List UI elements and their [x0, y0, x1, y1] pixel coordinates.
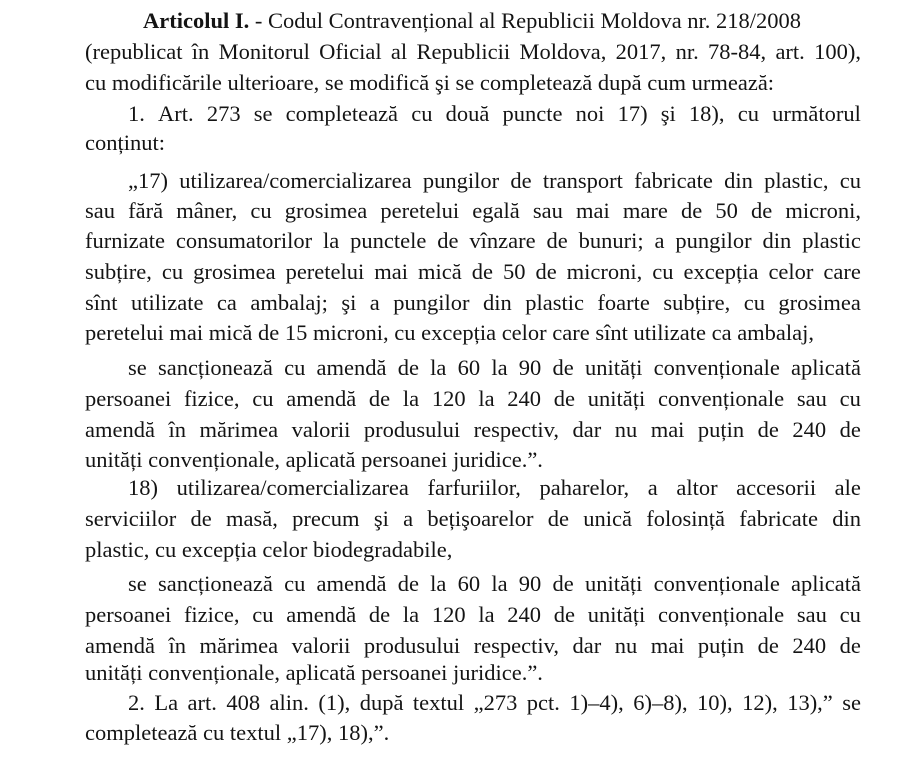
word: 50 — [715, 198, 738, 223]
word: sau — [796, 602, 827, 627]
word: 408 — [226, 690, 261, 715]
word: din — [832, 506, 861, 531]
word: nu — [614, 633, 638, 658]
word: de — [510, 168, 532, 193]
word: transport — [542, 168, 623, 193]
word: grosimea — [778, 290, 861, 315]
word: persoanei — [85, 602, 172, 627]
word: peretelui — [285, 259, 365, 284]
item-17-line-5 — [85, 288, 861, 318]
word: cu — [252, 602, 274, 627]
point-1-line-1 — [128, 99, 861, 129]
word: puțin — [697, 633, 745, 658]
word: serviciilor — [85, 506, 177, 531]
point-2-line-2: completează cu textul „17), 18),”. — [85, 720, 390, 745]
word: plastic — [802, 228, 861, 253]
word: a — [654, 228, 665, 253]
word: mare — [622, 198, 668, 223]
word: la — [322, 228, 340, 253]
word: de — [757, 417, 779, 442]
word: mică — [418, 259, 462, 284]
word: şi — [373, 506, 389, 531]
word: excepția — [683, 259, 759, 284]
word: de — [190, 506, 212, 531]
article-intro-line-1 — [143, 6, 861, 36]
word: valorii — [291, 633, 351, 658]
word: mai — [650, 417, 685, 442]
word: la — [402, 386, 420, 411]
word: din — [724, 168, 753, 193]
word: şi — [660, 101, 676, 126]
word: de — [546, 228, 568, 253]
word: produsului — [363, 417, 461, 442]
word: la — [478, 602, 495, 627]
word: sau — [532, 198, 563, 223]
word: dar — [572, 417, 602, 442]
word: utilizarea/comercializarea — [176, 475, 409, 500]
word: cu — [284, 571, 306, 596]
word: aplicată — [791, 355, 861, 380]
word: amendă — [286, 386, 357, 411]
word: în — [191, 39, 210, 64]
word: 240 — [792, 417, 827, 442]
word: utilizate — [130, 290, 204, 315]
point-1-line-2: conținut: — [85, 130, 165, 155]
word: fără — [128, 198, 164, 223]
word: amendă — [286, 602, 357, 627]
word: folosință — [646, 506, 726, 531]
word: din — [762, 228, 792, 253]
article-intro-text: - Codul Contravențional al Republicii Moldova nr. 218/2008 — [249, 8, 802, 33]
word: la — [430, 571, 447, 596]
word: microni, — [566, 259, 643, 284]
word: persoanei — [85, 386, 172, 411]
word: 273 — [206, 101, 241, 126]
word: noi — [575, 101, 605, 126]
sanction-18-line-4: unități convenționale, aplicată persoanei juridice.”. — [85, 660, 543, 685]
word: în — [168, 417, 186, 442]
word: subțire, — [85, 259, 152, 284]
word: utilizarea/comercializarea — [179, 168, 412, 193]
word: cu — [250, 198, 272, 223]
word: amendă — [85, 633, 155, 658]
word: 12), — [742, 690, 778, 715]
word: accesorii — [736, 475, 817, 500]
word: de — [437, 228, 459, 253]
word: 10), — [697, 690, 733, 715]
word: amendă — [316, 571, 387, 596]
article-intro-line-2 — [85, 37, 861, 67]
word: produsului — [363, 633, 461, 658]
word: grosimea — [193, 259, 276, 284]
item-17-line-1 — [128, 166, 861, 196]
word: de — [368, 386, 391, 411]
word: cu — [252, 386, 274, 411]
word: unități — [587, 602, 646, 627]
word: subțire, — [663, 290, 731, 315]
word: aplicată — [791, 571, 861, 596]
word: cu — [839, 602, 861, 627]
word: de — [368, 602, 391, 627]
word: la — [478, 386, 495, 411]
word: art. — [775, 39, 805, 64]
word: următorul — [772, 101, 861, 126]
word: Monitorul — [218, 39, 310, 64]
word: convenționale — [657, 386, 785, 411]
word: „273 — [473, 690, 518, 715]
word: cu — [161, 259, 184, 284]
word: (republicat — [85, 39, 183, 64]
word: (1), — [318, 690, 351, 715]
word: punctele — [350, 228, 427, 253]
word: 6)–8), — [633, 690, 688, 715]
word: se — [253, 101, 273, 126]
word: celor — [768, 259, 814, 284]
item-17-line-3 — [85, 226, 861, 256]
word: convenționale — [657, 602, 785, 627]
word: de — [552, 355, 574, 380]
word: furnizate — [85, 228, 165, 253]
word: se — [842, 690, 861, 715]
word: mai — [650, 633, 685, 658]
word: ca — [216, 290, 237, 315]
word: a — [647, 475, 658, 500]
word: nu — [614, 417, 638, 442]
word: Moldova, — [519, 39, 607, 64]
word: cu — [737, 101, 759, 126]
word: a — [369, 290, 380, 315]
word: Republicii — [416, 39, 511, 64]
word: mărimea — [199, 633, 279, 658]
word: la — [491, 355, 508, 380]
item-18-line-2 — [85, 504, 861, 534]
item-17-line-4 — [85, 257, 861, 287]
word: mâner, — [176, 198, 238, 223]
word: în — [168, 633, 186, 658]
word: microni, — [785, 198, 861, 223]
word: după — [359, 690, 404, 715]
word: respectiv, — [473, 633, 559, 658]
word: unități — [584, 355, 643, 380]
word: din — [482, 290, 512, 315]
word: 50 — [502, 259, 526, 284]
word: textul — [412, 690, 465, 715]
word: convenționale — [653, 571, 780, 596]
word: 17) — [617, 101, 648, 126]
word: cu — [743, 290, 765, 315]
word: peretelui — [380, 198, 460, 223]
word: unități — [587, 386, 646, 411]
word: sau — [85, 198, 115, 223]
word: consumatorilor — [175, 228, 313, 253]
word: pct. — [526, 690, 560, 715]
word: de — [839, 417, 861, 442]
word: fabricate — [739, 506, 818, 531]
word: ambalaj; — [250, 290, 328, 315]
word: vînzare — [469, 228, 536, 253]
word: se — [128, 355, 147, 380]
word: mai — [374, 259, 409, 284]
word: la — [430, 355, 447, 380]
word: pungilor — [393, 290, 470, 315]
word: puțin — [697, 417, 745, 442]
word: cu — [284, 355, 306, 380]
word: Art. — [158, 101, 194, 126]
sanction-18-line-2 — [85, 600, 861, 630]
word: unități — [584, 571, 643, 596]
word: plastic, — [764, 168, 829, 193]
word: de — [535, 259, 557, 284]
word: sau — [796, 386, 827, 411]
word: 1. — [128, 101, 145, 126]
word: cu — [839, 168, 861, 193]
item-18-line-3: plastic, cu excepția celor biodegradabile, — [85, 537, 453, 562]
word: farfuriilor, — [427, 475, 521, 500]
word: masă, — [225, 506, 278, 531]
word: fizice, — [183, 386, 240, 411]
word: de — [553, 386, 575, 411]
word: unică — [583, 506, 633, 531]
word: pungilor — [675, 228, 752, 253]
word: bețişoarelor — [427, 506, 534, 531]
word: plastic — [525, 290, 584, 315]
word: puncte — [502, 101, 563, 126]
word: egală — [472, 198, 520, 223]
word: 120 — [431, 386, 466, 411]
word: de — [552, 571, 574, 596]
word: mai — [575, 198, 610, 223]
word: nr. — [675, 39, 699, 64]
item-17-line-2 — [85, 196, 861, 226]
word: sînt — [85, 290, 118, 315]
word: pungilor — [422, 168, 500, 193]
word: grosimea — [284, 198, 368, 223]
word: de — [397, 355, 419, 380]
sanction-18-line-3 — [85, 631, 861, 661]
word: de — [680, 198, 703, 223]
sanction-18-line-1 — [128, 569, 861, 599]
word: „17) — [128, 168, 168, 193]
word: 240 — [507, 602, 542, 627]
word: 18), — [688, 101, 725, 126]
word: 18) — [128, 475, 158, 500]
word: se — [128, 571, 147, 596]
word: 1)–4), — [569, 690, 624, 715]
word: două — [445, 101, 490, 126]
word: precum — [292, 506, 360, 531]
word: al — [390, 39, 408, 64]
word: 90 — [518, 571, 542, 596]
word: La — [154, 690, 179, 715]
word: de — [839, 633, 861, 658]
word: şi — [341, 290, 357, 315]
point-2-line-1 — [128, 688, 861, 718]
word: completează — [285, 101, 399, 126]
word: de — [757, 633, 779, 658]
word: 90 — [518, 355, 542, 380]
word: sancționează — [157, 355, 273, 380]
word: de — [471, 259, 493, 284]
word: cu — [652, 259, 674, 284]
word: 240 — [507, 386, 542, 411]
word: fabricate — [634, 168, 713, 193]
word: dar — [572, 633, 602, 658]
word: respectiv, — [473, 417, 559, 442]
word: 60 — [457, 571, 481, 596]
word: amendă — [85, 417, 155, 442]
sanction-17-line-2 — [85, 384, 861, 414]
word: sancționează — [157, 571, 273, 596]
word: amendă — [316, 355, 387, 380]
article-heading: Articolul I. — [143, 8, 250, 33]
word: bunuri; — [578, 228, 644, 253]
word: alin. — [269, 690, 309, 715]
word: a — [403, 506, 414, 531]
word: ale — [834, 475, 861, 500]
word: foarte — [597, 290, 650, 315]
word: Oficial — [319, 39, 382, 64]
word: 120 — [431, 602, 466, 627]
word: 2017, — [615, 39, 667, 64]
word: de — [553, 602, 575, 627]
word: la — [402, 602, 420, 627]
word: de — [751, 198, 773, 223]
word: 78-84, — [708, 39, 767, 64]
word: cu — [839, 386, 861, 411]
item-17-line-6: peretelui mai mică de 15 microni, cu excepția celor care sînt utilizate ca ambalaj, — [85, 320, 815, 345]
word: paharelor, — [539, 475, 630, 500]
word: la — [491, 571, 508, 596]
word: de — [547, 506, 570, 531]
word: fizice, — [183, 602, 240, 627]
word: convenționale — [653, 355, 780, 380]
item-18-line-1 — [128, 473, 861, 503]
word: care — [823, 259, 861, 284]
sanction-17-line-4: unități convenționale, aplicată persoanei juridice.”. — [85, 447, 543, 472]
word: mărimea — [199, 417, 279, 442]
word: de — [397, 571, 419, 596]
word: cu — [411, 101, 433, 126]
word: 240 — [792, 633, 827, 658]
word: 60 — [457, 355, 481, 380]
word: art. — [187, 690, 217, 715]
word: 2. — [128, 690, 145, 715]
word: 13),” — [787, 690, 833, 715]
sanction-17-line-3 — [85, 415, 861, 445]
word: altor — [676, 475, 718, 500]
word: 100), — [814, 39, 861, 64]
word: valorii — [291, 417, 351, 442]
article-intro-line-3: cu modificările ulterioare, se modifică şi se completează după cum urmează: — [85, 70, 775, 95]
sanction-17-line-1 — [128, 353, 861, 383]
